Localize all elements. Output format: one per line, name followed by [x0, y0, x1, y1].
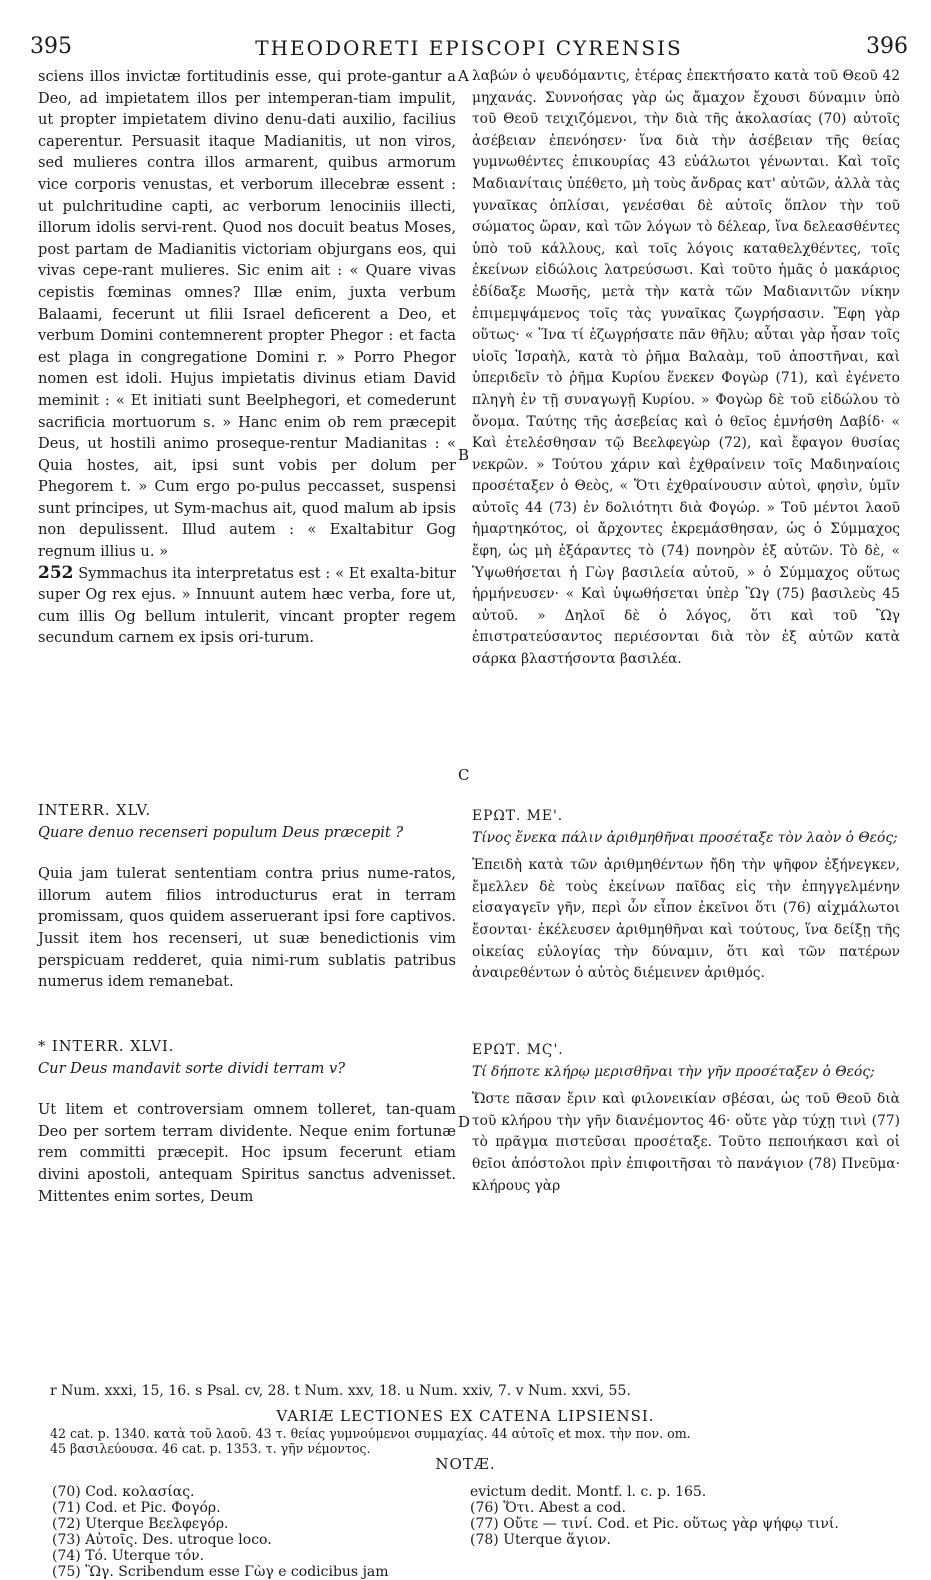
page-number-right: 396: [866, 34, 908, 59]
erot-46-question: Τί δήποτε κλήρῳ μερισθῆναι τὴν γῆν προσέταξεν ὁ Θεός;: [472, 1063, 875, 1080]
variae-line-1: 42 cat. p. 1340. κατὰ τοῦ λαοῦ. 43 τ. θείας γυμνούμενοι συμμαχίας. 44 αὐτοῖς et mox. τὴν πον. om.: [50, 1426, 691, 1441]
scripture-references: r Num. xxxi, 15, 16. s Psal. cv, 28. t Num. xxv, 18. u Num. xxiv, 7. v Num. xxvi, 55.: [50, 1383, 631, 1399]
interr-45-heading: INTERR. XLV.: [38, 802, 152, 819]
note-77: (77) Οὔτε — τινί. Cod. et Pic. οὕτως γὰρ ψήφῳ τινί.: [470, 1516, 839, 1532]
latin-paragraph-2: Quia jam tulerat sententiam contra prius nume-ratos, illorum autem filios introducturus erat in terram promissam, quos quidem asseruerant ipsi fore captivos. Jussit item hos recenseri, ut suæ benedictionis vim perspicuam redderet, quia nimi-rum sublatis patribus numerus idem remanebat.: [38, 865, 456, 991]
variae-line-2: 45 βασιλεύουσα. 46 cat. p. 1353. τ. γῆν νέμοντος.: [50, 1441, 371, 1456]
latin-paragraph-1: sciens illos invictæ fortitudinis esse, qui prote-gantur a Deo, ad impietatem illos per intemperan-tiam impulit, ut propter impietatem divino denu-dati auxilio, facilius caperentur. Persuasit itaque Madianitis, ut non viros, sed mulieres contra illos armarent, quibus armorum vice corporis venustas, et verborum illecebræ essent : ut pulchritudine capti, ac verborum lenociniis illecti, illorum idolis servi-rent. Quod nos docuit beatus Moses, post partam de Madianitis victoriam objurgans eos, qui vivas cepe-rant mulieres. Sic enim ait : « Quare vivas cepistis fœminas omnes? Illæ enim, juxta verbum Balaami, fecerunt ut filii Israel deficerent a Deo, et verbum Domini contemnerent propter Phegor : et facta est plaga in congregatione Domini r. » Porro Phegor nomen est idoli. Hujus impietatis divinus etiam David meminit : « Et initiati sunt Beelphegori, et comederunt sacrificia mortuorum s. » Hanc enim ob rem præcepit Deus, ut hostili animo proseque-rentur Madianitas : « Quia hostes, ait, ipsi sunt vobis per dolum per Phegorem t. » Cum ergo po-pulus peccasset, suspensi sunt principes, ut Sym-machus ait, quod malum ab ipsis non depulissent. Illud autem : « Exaltabitur Gog regnum illius u. »: [38, 68, 456, 561]
note-76: (76) Ὅτι. Abest a cod.: [470, 1500, 626, 1516]
note-74: (74) Τό. Uterque τόν.: [52, 1548, 205, 1564]
margin-letter-d: D: [458, 1113, 471, 1131]
latin-paragraph-1b: [38, 563, 456, 649]
erot-45-question: Τίνος ἕνεκα πάλιν ἀριθμηθῆναι προσέταξε τὸν λαὸν ὁ Θεός;: [472, 829, 898, 846]
notes-right-column: [470, 1484, 900, 1548]
page-number-left: 395: [30, 34, 72, 59]
margin-letter-a: A: [458, 67, 469, 85]
interr-46-question: Cur Deus mandavit sorte dividi terram v?: [38, 1059, 346, 1077]
greek-section-46: [472, 1040, 900, 1197]
interr-46-heading: * INTERR. XLVI.: [38, 1038, 175, 1055]
column-number: 252: [38, 562, 74, 583]
latin-section-46: [38, 1036, 456, 1207]
margin-letter-b: B: [458, 446, 470, 464]
margin-letter-c: C: [458, 766, 470, 784]
latin-paragraph-3: Ut litem et controversiam omnem tolleret, tan-quam Deo per sortem terram dividente. Neque enim fortunæ rem committi præcepit. Hoc ipsum fecerunt etiam divini apostoli, antequam Spiritus sanctus advenisset. Mittentes enim sortes, Deum: [38, 1101, 456, 1205]
note-73: (73) Αὐτοῖς. Des. utroque loco.: [52, 1532, 272, 1548]
note-71: (71) Cod. et Pic. Φογόρ.: [52, 1500, 221, 1516]
interr-45-question: Quare denuo recenseri populum Deus præcepit ?: [38, 823, 404, 841]
greek-section-45: [472, 806, 900, 985]
notes-left-column: [52, 1484, 389, 1580]
latin-column: [38, 66, 456, 649]
running-title: THEODORETI EPISCOPI CYRENSIS: [255, 36, 683, 60]
notae-heading: NOTÆ.: [435, 1455, 496, 1473]
note-75-cont: evictum dedit. Montf. l. c. p. 165.: [470, 1484, 707, 1500]
note-75: (75) Ὢγ. Scribendum esse Γὼγ e codicibus jam: [52, 1564, 389, 1580]
latin-paragraph-1b-text: Symmachus ita interpretatus est : « Et exalta-bitur super Og rex ejus. » Innuunt autem hæc verba, fore ut, cum illis Og bellum intulerit, vincant propter regem secundum carnem ex ipsis ori-turum.: [38, 564, 457, 647]
variae-lectiones-heading: VARIÆ LECTIONES EX CATENA LIPSIENSI.: [276, 1407, 655, 1425]
greek-paragraph-2: Ἐπειδὴ κατὰ τῶν ἀριθμηθέντων ἤδη τὴν ψῆφον ἐξήνεγκεν, ἔμελλεν δὲ τοὺς ἐκείνων παῖδας εἰς τὴν ἐπηγγελμένην εἰσαγαγεῖν γῆν, περὶ ὧν εἶπον ἐκεῖνοι ὅτι (76) αἰχμάλωτοι ἔσονται· ἐκέλευσεν ἀριθμηθῆναι καὶ τούτους, ἵνα δείξῃ τῆς οἰκείας εὐλογίας τὴν δύναμιν, ὅτι καὶ τῶν πατέρων ἀναιρεθέντων ὁ αὐτὸς διέμεινεν ἀριθμός.: [472, 857, 900, 982]
page-header: [30, 34, 908, 64]
erot-45-heading: ΕΡΩΤ. ΜΕ'.: [472, 808, 564, 824]
note-72: (72) Uterque Βεελφεγόρ.: [52, 1516, 229, 1532]
erot-46-heading: ΕΡΩΤ. ΜϚ'.: [472, 1042, 564, 1058]
greek-column: [472, 66, 900, 671]
note-70: (70) Cod. κολασίας.: [52, 1484, 195, 1500]
latin-section-45: [38, 800, 456, 993]
note-78: (78) Uterque ἅγιον.: [470, 1532, 612, 1548]
greek-paragraph-3: Ὥστε πᾶσαν ἔριν καὶ φιλονεικίαν σβέσαι, ὡς τοῦ Θεοῦ διὰ τοῦ κλήρου τὴν γῆν διανέμοντος 46· οὔτε γὰρ τύχῃ τινὶ (77) τὸ πρᾶγμα πιστεῦσαι προσέταξε. Τοῦτο πεποιήκασι καὶ οἱ θεῖοι ἀπόστολοι πρὶν ἐπιφοιτῆσαι τὸ πανάγιον (78) Πνεῦμα· κλήρους γὰρ: [472, 1091, 900, 1194]
greek-paragraph-1: λαβών ὁ ψευδόμαντις, ἑτέρας ἐπεκτήσατο κατὰ τοῦ Θεοῦ 42 μηχανάς. Συννοήσας γὰρ ὡς ἄμαχον ἔχουσι δύναμιν ὑπὸ τοῦ Θεοῦ τειχιζόμενοι, τὴν διὰ τῆς ἀκολασίας (70) αὐτοῖς ἀσέβειαν ἐπενόησεν· ἵνα διὰ τὴν ἀσέβειαν τῆς θείας γυμνωθέντες ἐπικουρίας 43 εὐάλωτοι γένωνται. Καὶ τοῖς Μαδιανίταις ὑπέθετο, μὴ τοὺς ἄνδρας κατ' αὐτῶν, ἀλλὰ τὰς γυναῖκας ὁπλίσαι, γενέσθαι δὲ αὐτοῖς ὅπλον τὴν τοῦ σώματος ὥραν, καὶ τῶν λόγων τὸ δέλεαρ, ἵνα δελεασθέντες ὑπὸ τοῦ κάλλους, καὶ τοῖς λόγοις καταθελχθέντες, τοῖς ἐκείνων εἰδώλοις λατρεύσωσι. Καὶ τοῦτο ἡμᾶς ὁ μακάριος ἐδίδαξε Μωσῆς, μετὰ τὴν κατὰ τῶν Μαδιανιτῶν νίκην ἐπιμεμψάμενος τοῖς τὰς γυναῖκας ζωγρήσασιν. Ἔφη γὰρ οὕτως· « Ἵνα τί ἐζωγρήσατε πᾶν θῆλυ; αὗται γὰρ ἦσαν τοῖς υἱοῖς Ἰσραὴλ, κατὰ τὸ ῥῆμα Βαλαὰμ, τοῦ ἀποστῆναι, καὶ ὑπεριδεῖν τὸ ῥῆμα Κυρίου ἕνεκεν Φογὼρ (71), καὶ ἐγένετο πληγὴ ἐν τῇ συναγωγῇ Κυρίου. » Φογὼρ δὲ τοῦ εἰδώλου τὸ ὄνομα. Ταύτης τῆς ἀσεβείας καὶ ὁ θεῖος ἐμνήσθη Δαβίδ· « Καὶ ἐτελέσθησαν τῷ Βεελφεγὼρ (72), καὶ ἔφαγον θυσίας νεκρῶν. » Τούτου χάριν καὶ ἐχθραίνειν τοῖς Μαδιηναίοις προσέταξεν ὁ Θεὸς, « Ὅτι ἐχθραίνουσιν αὐτοὶ, φησὶν, ὑμῖν αὐτοῖς 44 (73) ἐν δολιότητι διὰ Φογώρ. » Τοῦ μέντοι λαοῦ ἡμαρτηκότος, οἱ ἄρχοντες ἐκρεμάσθησαν, ὡς ὁ Σύμμαχος ἔφη, ὡς μὴ ἐξάραντες τὸ (74) πονηρὸν ἐξ αὐτῶν. Τὸ δὲ, « Ὑψωθήσεται ἡ Γὼγ βασιλεία αὐτοῦ, » ὁ Σύμμαχος οὕτως ἡρμήνευσεν· « Καὶ ὑψωθήσεται ὑπὲρ Ὢγ (75) βασιλεὺς 45 αὐτοῦ. » Δηλοῖ δὲ ὁ λόγος, ὅτι καὶ τοῦ Ὢγ ἐπιστρατεύσαντος περιέσονται διὰ τὸν ἐξ αὐτῶν κατὰ σάρκα βλαστήσοντα βασιλέα.: [472, 68, 900, 668]
